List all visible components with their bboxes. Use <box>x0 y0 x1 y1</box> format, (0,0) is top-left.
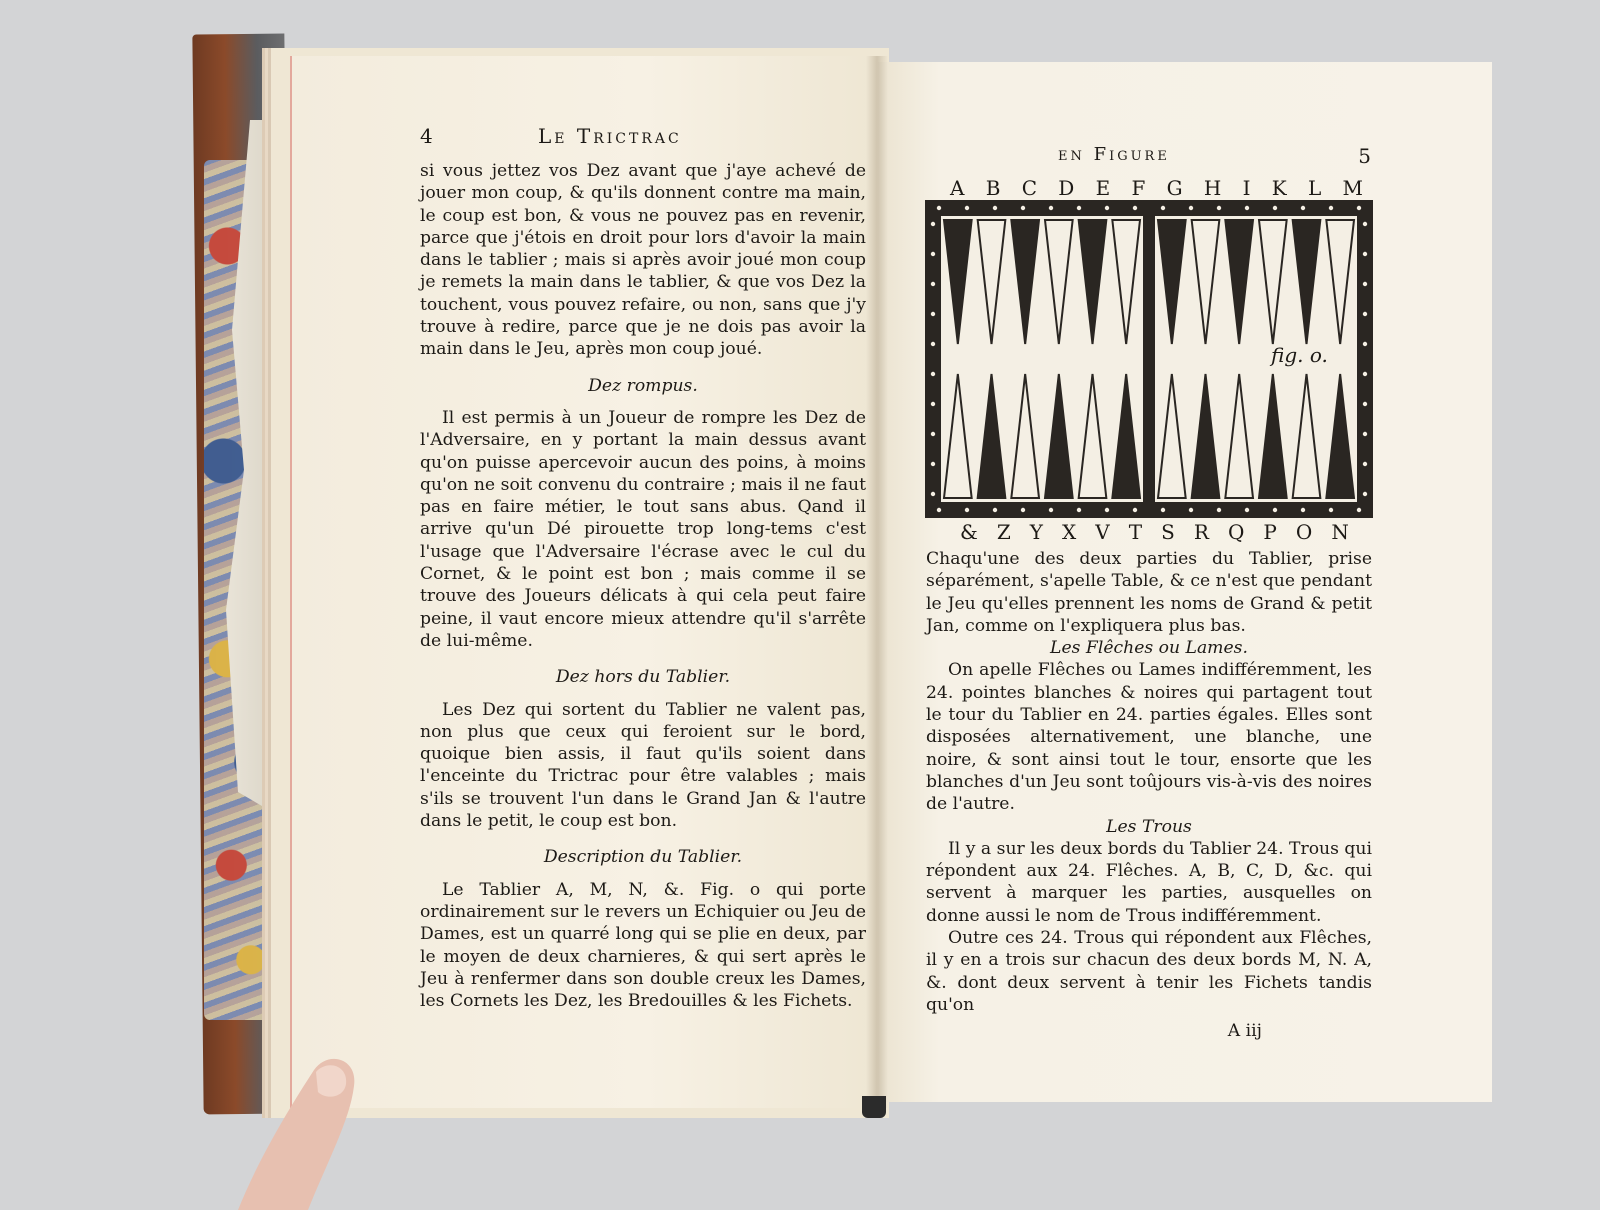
board-hole <box>1077 508 1081 512</box>
board-hole <box>1363 492 1367 496</box>
board-hole <box>1363 252 1367 256</box>
board-hole <box>1363 282 1367 286</box>
board-hole <box>1363 432 1367 436</box>
right-page-number: 5 <box>1358 144 1374 168</box>
board-hole <box>1329 206 1333 210</box>
board-hole <box>931 492 935 496</box>
section-heading: Dez hors du Tablier. <box>555 667 731 688</box>
board-hole <box>993 508 997 512</box>
spine-end <box>862 1096 886 1118</box>
board-hole <box>1363 342 1367 346</box>
board-hole <box>931 282 935 286</box>
board-hole <box>931 432 935 436</box>
board-hole <box>1217 508 1221 512</box>
board-letter: X <box>1062 520 1078 544</box>
left-page-number: 4 <box>420 124 436 148</box>
board-hole <box>1301 508 1305 512</box>
section-heading: Les Flêches ou Lames. <box>1050 638 1248 659</box>
board-letter: D <box>1058 176 1076 200</box>
paragraph: Chaqu'une des deux parties du Tablier, prise séparément, s'apelle Table, & ce n'est que pendant le Jeu qu'elles prennent les noms de Grand & petit Jan, comme on l'expliquera plus bas. <box>926 549 1372 636</box>
board-hole <box>1301 206 1305 210</box>
paragraph: Le Tablier A, M, N, &. Fig. o qui porte ordinairement sur le revers un Echiquier ou Jeu de Dames, est un quarré long qui se plie en deux, par le moyen de deux charnieres, & qui sert après le Jeu à renfermer dans son double creux les Dames, les Cornets les Dez, les Bredouilles & les Fichets. <box>420 879 866 1012</box>
board-hole <box>931 372 935 376</box>
board-hole <box>1363 312 1367 316</box>
board-hole <box>1133 508 1137 512</box>
board-hole <box>931 402 935 406</box>
board-hole <box>1217 206 1221 210</box>
board-hole <box>1021 206 1025 210</box>
board-hole <box>937 206 941 210</box>
board-letter: & <box>960 520 979 544</box>
board-letter: S <box>1161 520 1176 544</box>
board-letter: Q <box>1227 520 1246 544</box>
board-hole <box>1161 508 1165 512</box>
board-letter: H <box>1203 176 1223 200</box>
board-letter: N <box>1331 520 1350 544</box>
board-hole <box>1105 206 1109 210</box>
board-hole <box>1133 206 1137 210</box>
board-hole <box>1161 206 1165 210</box>
board-hole <box>937 508 941 512</box>
hand-finger <box>218 1050 368 1210</box>
board-hole <box>931 312 935 316</box>
board-letter: P <box>1263 520 1278 544</box>
board-hole <box>931 462 935 466</box>
board-letter: Z <box>996 520 1012 544</box>
board-hole <box>1049 508 1053 512</box>
board-letter: I <box>1242 176 1252 200</box>
board-letter: K <box>1271 176 1288 200</box>
paragraph: si vous jettez vos Dez avant que j'aye achevé de jouer mon coup, & qu'ils donnent contre ma main, le coup est bon, & vous ne pouvez pas en revenir, parce que j'étois en droit pour lors d'avoir la main dans le tablier ; mais si après avoir joué mon coup je remets la main dans le tablier, & que vos Dez la touchent, vous pouvez refaire, ou non, sans que j'y trouve à redire, parce que je ne dois pas avoir la main dans le Jeu, après mon coup joué. <box>420 161 866 360</box>
paragraph: Les Dez qui sortent du Tablier ne valent pas, non plus que ceux qui feroient sur le bord, quoique bien assis, il faut qu'ils soient dans l'enceinte du Trictrac pour être valables ; mais s'ils se trouvent l'un dans le Grand Jan & l'autre dans le petit, le coup est bon. <box>420 699 866 832</box>
figure-label: fig. o. <box>1271 343 1328 367</box>
board-hole <box>993 206 997 210</box>
board-hole <box>1077 206 1081 210</box>
board-letter: G <box>1166 176 1184 200</box>
board-letters-bottom <box>960 520 1350 544</box>
board-hole <box>1357 508 1361 512</box>
section-heading: Dez rompus. <box>588 375 698 396</box>
left-page-text <box>420 160 866 1012</box>
board-hole <box>1273 206 1277 210</box>
board-letter: F <box>1131 176 1147 200</box>
paragraph: Il est permis à un Joueur de rompre les Dez de l'Adversaire, en y portant la main dessus avant qu'on puisse apercevoir aucun des poins, à moins qu'on ne soit convenu du contraire ; mais il ne faut pas en faire métier, le tout sans abus. Qand il arrive qu'un Dé pirouette trop long-tems c'est l'usage que l'Adversaire l'écrase avec le cul du Cornet, & le point est bon ; mais comme il se trouve des Joueurs délicats à qui cela peut faire peine, il vaut encore mieux attendre qu'il s'arrête de lui-même. <box>420 407 866 651</box>
board-letter: V <box>1095 520 1111 544</box>
board-hole <box>1049 206 1053 210</box>
board-hole <box>1363 462 1367 466</box>
board-hole <box>965 508 969 512</box>
right-page-text <box>926 548 1372 1043</box>
board-hole <box>1245 206 1249 210</box>
board-hole <box>1245 508 1249 512</box>
book-gutter <box>866 56 888 1108</box>
board-hole <box>1021 508 1025 512</box>
board-letter: M <box>1342 176 1364 200</box>
board-hole <box>931 252 935 256</box>
board-hole <box>1363 372 1367 376</box>
board-letter: Y <box>1029 520 1044 544</box>
board-hole <box>1273 508 1277 512</box>
board-hole <box>1357 206 1361 210</box>
board-hole <box>1363 222 1367 226</box>
board-hole <box>1189 206 1193 210</box>
section-heading: Description du Tablier. <box>543 847 743 868</box>
board-hole <box>1105 508 1109 512</box>
board-letter: R <box>1193 520 1210 544</box>
board-hole <box>965 206 969 210</box>
paragraph: On apelle Flêches ou Lames indifféremment, les 24. pointes blanches & noires qui partagent tout le tour du Tablier en 24. parties égales. Elles sont disposées alternativement, une blanche, une noire, & sont ainsi tout le tour, ensorte que les blanches d'un Jeu sont toûjours vis-à-vis des noires de l'autre. <box>926 660 1372 815</box>
board-hole <box>931 222 935 226</box>
right-running-title: en Figure <box>1058 144 1170 165</box>
board-letter: T <box>1128 520 1144 544</box>
board-letter: C <box>1021 176 1038 200</box>
left-running-title: Le Trictrac <box>538 124 682 148</box>
board-letter: A <box>950 176 966 200</box>
board-hole <box>931 342 935 346</box>
section-heading: Les Trous <box>1106 816 1192 837</box>
board-letter: B <box>985 176 1002 200</box>
board-hole <box>1363 402 1367 406</box>
paragraph: Il y a sur les deux bords du Tablier 24. Trous qui répondent aux 24. Flêches. A, B, C, D, &c. qui servent à marquer les parties, ausquelles on donne aussi le nom de Trous indifféremment. <box>926 838 1372 926</box>
trictrac-board-illustration <box>925 200 1373 518</box>
signature-mark: A iij <box>1227 1021 1262 1042</box>
board-bar <box>1143 216 1155 502</box>
board-hole <box>1189 508 1193 512</box>
board-letter: L <box>1307 176 1323 200</box>
board-letter: E <box>1095 176 1112 200</box>
paragraph: Outre ces 24. Trous qui répondent aux Flêches, il y en a trois sur chacun des deux bords M, N. A, &. dont deux servent à tenir les Fichets tandis qu'on <box>926 928 1372 1015</box>
board-letters-top <box>950 176 1364 200</box>
fingernail <box>316 1065 346 1096</box>
board-letter: O <box>1295 520 1314 544</box>
board-hole <box>1329 508 1333 512</box>
